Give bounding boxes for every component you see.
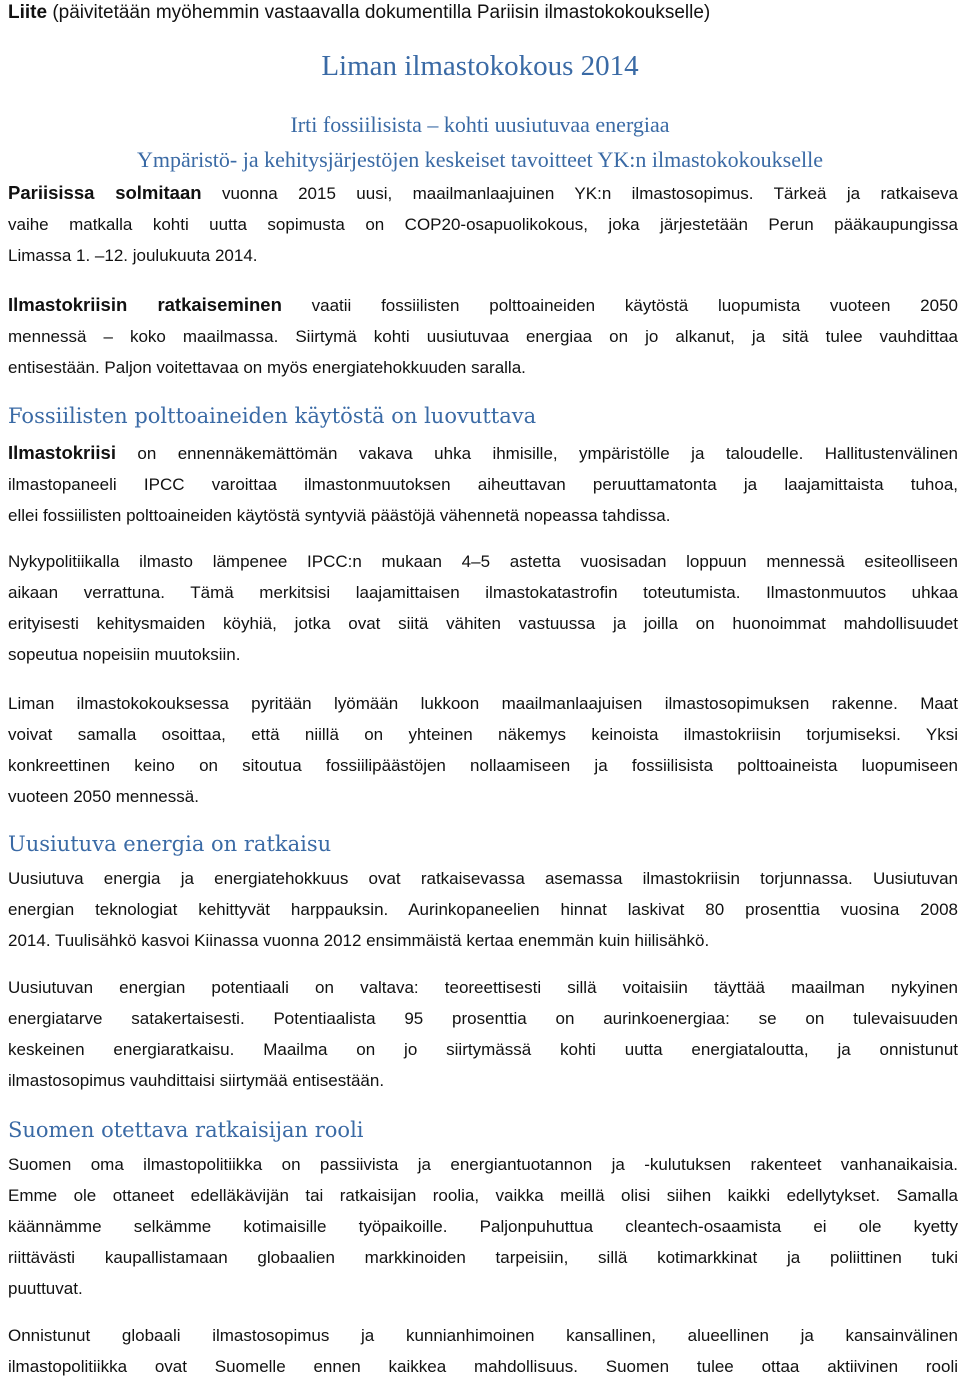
text-line: aikaan verrattuna. Tämä merkitsisi laajamittaisen ilmastokatastrofin toteutumista. Ilmastonmuutos uhkaa [8, 583, 958, 602]
text-line: mennessä – koko maailmassa. Siirtymä kohti uusiutuvaa energiaa on jo alkanut, ja sitä tulee vauhdittaa [8, 327, 958, 346]
text-line: vaihe matkalla kohti uutta sopimusta on COP20-osapuolikokous, joka järjestetään Perun pääkaupungissa [8, 215, 958, 234]
section1-paragraph-3 [8, 688, 958, 812]
appendix-header [8, 2, 710, 24]
section-heading-fossil: Fossiilisten polttoaineiden käytöstä on luovuttava [8, 404, 537, 428]
text-line: Uusiutuva energia ja energiatehokkuus ovat ratkaisevassa asemassa ilmastokriisin torjunnassa. Uusiutuvan [8, 869, 958, 888]
text-line: ellei fossiilisten polttoaineiden käytöstä syntyviä päästöjä vähennetä nopeassa tahdissa. [8, 506, 671, 525]
text-line: keskeinen energiaratkaisu. Maailma on jo siirtymässä kohti uutta energiataloutta, ja onnistunut [8, 1040, 958, 1059]
text-line: 2014. Tuulisähkö kasvoi Kiinassa vuonna 2012 ensimmäistä kertaa enemmän kuin hiilisähkö. [8, 931, 710, 950]
text-line: ilmastosopimus vauhdittaisi siirtymää entisestään. [8, 1071, 385, 1090]
text-line: puuttuvat. [8, 1279, 83, 1298]
section3-paragraph-1 [8, 1149, 958, 1304]
text-line: Uusiutuvan energian potentiaali on valtava: teoreettisesti sillä voitaisiin täyttää maailman nykyinen [8, 978, 958, 997]
crisis-paragraph [8, 289, 958, 383]
intro-lead: Pariisissa solmitaan [8, 182, 202, 203]
text-line: riittävästi kaupallistamaan globaalien markkinoiden tarpeisiin, sillä kotimarkkinat ja poliittinen tuki [8, 1248, 958, 1267]
text-line: entisestään. Paljon voitettavaa on myös energiatehokkuuden saralla. [8, 358, 526, 377]
section2-paragraph-1 [8, 863, 958, 956]
section2-paragraph-2 [8, 972, 958, 1096]
text-line: ilmastopaneeli IPCC varoittaa ilmastonmuutoksen aiheuttavan peruuttamatonta ja laajamittaista tuhoa, [8, 475, 958, 494]
text-line: Ilmastokriisi on ennennäkemättömän vakava uhka ihmisille, ympäristölle ja taloudelle. Hallitustenvälinen [8, 442, 958, 463]
text-line: ilmastopolitiikka ovat Suomelle ennen kaikkea mahdollisuus. Suomen tulee ottaa aktiivinen rooli [8, 1357, 958, 1376]
text-line: vuoteen 2050 mennessä. [8, 787, 199, 806]
section1-paragraph-1 [8, 437, 958, 531]
appendix-label: Liite [8, 2, 48, 23]
intro-paragraph [8, 177, 958, 271]
text-line: Emme ole ottaneet edelläkävijän tai ratkaisijan roolia, vaikka meillä olisi siihen kaikki edellytykset. Samalla [8, 1186, 958, 1205]
text-line: Liman ilmastokokouksessa pyritään lyömään lukkoon maailmanlaajuisen ilmastosopimuksen rakenne. Maat [8, 694, 958, 713]
text-line: Onnistunut globaali ilmastosopimus ja kunnianhimoinen kansallinen, alueellinen ja kansainvälinen [8, 1326, 958, 1345]
section1-paragraph-2 [8, 546, 958, 670]
text-line: Suomen oma ilmastopolitiikka on passiivista ja energiantuotannon ja -kulutuksen rakenteet vanhanaikaisia. [8, 1155, 958, 1174]
text-line: Pariisissa solmitaan vuonna 2015 uusi, maailmanlaajuinen YK:n ilmastosopimus. Tärkeä ja ratkaiseva [8, 182, 958, 203]
text-line: Ilmastokriisin ratkaiseminen vaatii fossiilisten polttoaineiden käytöstä luopumista vuoteen 2050 [8, 294, 958, 315]
text-line: Nykypolitiikalla ilmasto lämpenee IPCC:n mukaan 4–5 astetta vuosisadan loppuun mennessä esiteolliseen [8, 552, 958, 571]
text-line: Limassa 1. –12. joulukuuta 2014. [8, 246, 258, 265]
text-line: käännämme selkämme kotimaisille työpaikoille. Paljonpuhuttua cleantech-osaamista ei ole kyetty [8, 1217, 958, 1236]
appendix-note: (päivitetään myöhemmin vastaavalla dokumentilla Pariisin ilmastokokoukselle) [47, 2, 711, 23]
text-line: sopeutua nopeisiin muutoksiin. [8, 645, 241, 664]
section1-lead: Ilmastokriisi [8, 442, 116, 463]
section-heading-finland: Suomen otettava ratkaisijan rooli [8, 1118, 364, 1142]
document-subtitle-2: Ympäristö- ja kehitysjärjestöjen keskeiset tavoitteet YK:n ilmastokokoukselle [137, 147, 823, 172]
text-line: energian teknologiat kehittyvät harppauksin. Aurinkopaneelien hinnat laskivat 80 prosenttia vuosina 2008 [8, 900, 958, 919]
text-line: voivat samalla osoittaa, että niillä on yhteinen näkemys keinoista ilmastokriisin torjumiseksi. Yksi [8, 725, 958, 744]
document-subtitle: Irti fossiilisista – kohti uusiutuvaa energiaa [290, 112, 670, 137]
text-line: erityisesti kehitysmaiden köyhiä, jotka ovat siitä vähiten vastuussa ja joilla on huonoimmat mahdollisuudet [8, 614, 958, 633]
crisis-lead: Ilmastokriisin ratkaiseminen [8, 294, 282, 315]
document-title: Liman ilmastokokous 2014 [321, 50, 639, 82]
text-line: konkreettinen keino on sitoutua fossiilipäästöjen nollaamiseen ja fossiilisista polttoaineista luopumiseen [8, 756, 958, 775]
section3-paragraph-2 [8, 1320, 958, 1377]
section-heading-renewable: Uusiutuva energia on ratkaisu [8, 832, 332, 856]
text-line: energiatarve satakertaisesti. Potentiaalista 95 prosenttia on aurinkoenergiaa: se on tulevaisuuden [8, 1009, 958, 1028]
